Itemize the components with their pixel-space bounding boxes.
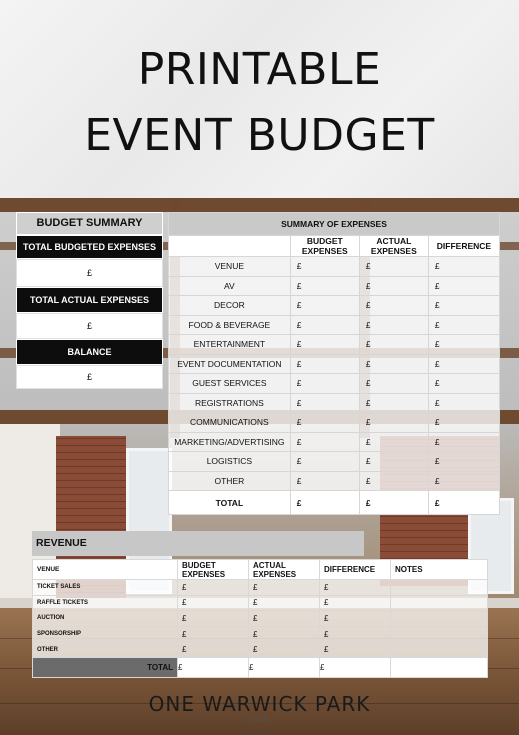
- budget-summary-panel: [16, 212, 163, 387]
- revenue-cell[interactable]: £: [249, 595, 320, 611]
- column-header-difference: DIFFERENCE: [428, 236, 499, 257]
- expense-label: GUEST SERVICES: [169, 374, 291, 394]
- expense-cell[interactable]: £: [359, 393, 428, 413]
- expense-cell[interactable]: £: [290, 452, 359, 472]
- expense-cell[interactable]: £: [359, 315, 428, 335]
- total-budgeted-label: TOTAL BUDGETED EXPENSES: [16, 235, 163, 259]
- revenue-label: OTHER: [33, 642, 178, 658]
- revenue-total-cell[interactable]: £: [249, 657, 320, 677]
- revenue-label: AUCTION: [33, 611, 178, 627]
- brand-logo: ONE WARWICK PARK: [148, 692, 371, 716]
- expense-cell[interactable]: £: [290, 257, 359, 277]
- total-actual-label: TOTAL ACTUAL EXPENSES: [16, 287, 163, 313]
- title-line-2: EVENT BUDGET: [84, 110, 435, 161]
- column-header-actual: ACTUAL EXPENSES: [249, 560, 320, 580]
- expense-total-label: TOTAL: [169, 491, 291, 515]
- expense-label: ENTERTAINMENT: [169, 335, 291, 355]
- expense-cell[interactable]: £: [428, 335, 499, 355]
- column-header-budget: BUDGET EXPENSES: [290, 236, 359, 257]
- column-header-blank: [169, 236, 291, 257]
- total-actual-value[interactable]: £: [16, 313, 163, 339]
- revenue-total-cell[interactable]: £: [320, 657, 391, 677]
- expense-cell[interactable]: £: [290, 296, 359, 316]
- expense-cell[interactable]: £: [428, 393, 499, 413]
- expense-label: OTHER: [169, 471, 291, 491]
- expense-cell[interactable]: £: [290, 471, 359, 491]
- revenue-table: [32, 559, 488, 678]
- expense-total-cell[interactable]: £: [290, 491, 359, 515]
- column-header-venue: VENUE: [33, 560, 178, 580]
- expense-label: REGISTRATIONS: [169, 393, 291, 413]
- expense-label: AV: [169, 276, 291, 296]
- expense-cell[interactable]: £: [290, 413, 359, 433]
- revenue-cell[interactable]: £: [178, 611, 249, 627]
- revenue-cell[interactable]: £: [249, 642, 320, 658]
- expense-cell[interactable]: £: [359, 452, 428, 472]
- revenue-cell[interactable]: £: [178, 642, 249, 658]
- expense-total-cell[interactable]: £: [359, 491, 428, 515]
- revenue-cell[interactable]: £: [320, 580, 391, 596]
- balance-value[interactable]: £: [16, 365, 163, 389]
- expense-label: FOOD & BEVERAGE: [169, 315, 291, 335]
- revenue-total-notes-cell[interactable]: [391, 657, 488, 677]
- column-header-difference: DIFFERENCE: [320, 560, 391, 580]
- expense-cell[interactable]: £: [359, 374, 428, 394]
- revenue-cell[interactable]: £: [178, 626, 249, 642]
- expense-cell[interactable]: £: [359, 296, 428, 316]
- expense-label: MARKETING/ADVERTISING: [169, 432, 291, 452]
- expense-cell[interactable]: £: [428, 354, 499, 374]
- column-header-actual: ACTUAL EXPENSES: [359, 236, 428, 257]
- revenue-cell[interactable]: £: [249, 611, 320, 627]
- revenue-cell[interactable]: £: [249, 626, 320, 642]
- summary-of-expenses-table: [168, 212, 500, 515]
- revenue-cell[interactable]: £: [320, 642, 391, 658]
- expense-label: LOGISTICS: [169, 452, 291, 472]
- revenue-label: RAFFLE TICKETS: [33, 595, 178, 611]
- revenue-notes-cell[interactable]: [391, 595, 488, 611]
- budget-summary-heading: BUDGET SUMMARY: [16, 212, 163, 235]
- title-line-1: PRINTABLE: [137, 44, 382, 95]
- expense-label: DECOR: [169, 296, 291, 316]
- expense-cell[interactable]: £: [359, 432, 428, 452]
- balance-label: BALANCE: [16, 339, 163, 365]
- expense-cell[interactable]: £: [290, 315, 359, 335]
- expense-label: EVENT DOCUMENTATION: [169, 354, 291, 374]
- expense-cell[interactable]: £: [290, 276, 359, 296]
- expense-total-cell[interactable]: £: [428, 491, 499, 515]
- revenue-heading: REVENUE: [32, 531, 364, 556]
- revenue-total-cell[interactable]: £: [178, 657, 249, 677]
- expense-cell[interactable]: £: [290, 432, 359, 452]
- expense-cell[interactable]: £: [428, 315, 499, 335]
- expense-cell[interactable]: £: [359, 354, 428, 374]
- expense-cell[interactable]: £: [290, 354, 359, 374]
- revenue-cell[interactable]: £: [320, 595, 391, 611]
- revenue-cell[interactable]: £: [320, 611, 391, 627]
- expense-cell[interactable]: £: [359, 257, 428, 277]
- expense-cell[interactable]: £: [428, 296, 499, 316]
- header-banner: [0, 0, 519, 198]
- expense-cell[interactable]: £: [290, 335, 359, 355]
- expense-cell[interactable]: £: [428, 374, 499, 394]
- revenue-label: TICKET SALES: [33, 580, 178, 596]
- expense-cell[interactable]: £: [290, 393, 359, 413]
- brand-subtitle: HOTEL: [246, 718, 272, 724]
- revenue-notes-cell[interactable]: [391, 580, 488, 596]
- expense-cell[interactable]: £: [428, 452, 499, 472]
- revenue-notes-cell[interactable]: [391, 611, 488, 627]
- summary-of-expenses-heading: SUMMARY OF EXPENSES: [169, 213, 500, 236]
- roof-beam: [0, 198, 519, 212]
- revenue-label: SPONSORSHIP: [33, 626, 178, 642]
- total-budgeted-value[interactable]: £: [16, 259, 163, 287]
- expense-cell[interactable]: £: [359, 413, 428, 433]
- expense-label: COMMUNICATIONS: [169, 413, 291, 433]
- expense-cell[interactable]: £: [359, 276, 428, 296]
- expense-cell[interactable]: £: [428, 432, 499, 452]
- expense-cell[interactable]: £: [428, 257, 499, 277]
- revenue-notes-cell[interactable]: [391, 626, 488, 642]
- revenue-cell[interactable]: £: [249, 580, 320, 596]
- expense-cell[interactable]: £: [359, 471, 428, 491]
- expense-label: VENUE: [169, 257, 291, 277]
- revenue-total-label: TOTAL: [33, 657, 178, 677]
- expense-cell[interactable]: £: [290, 374, 359, 394]
- expense-cell[interactable]: £: [428, 413, 499, 433]
- expense-cell[interactable]: £: [428, 471, 499, 491]
- revenue-notes-cell[interactable]: [391, 642, 488, 658]
- expense-cell[interactable]: £: [428, 276, 499, 296]
- revenue-cell[interactable]: £: [178, 595, 249, 611]
- revenue-cell[interactable]: £: [178, 580, 249, 596]
- expense-cell[interactable]: £: [359, 335, 428, 355]
- revenue-cell[interactable]: £: [320, 626, 391, 642]
- column-header-budget: BUDGET EXPENSES: [178, 560, 249, 580]
- column-header-notes: NOTES: [391, 560, 488, 580]
